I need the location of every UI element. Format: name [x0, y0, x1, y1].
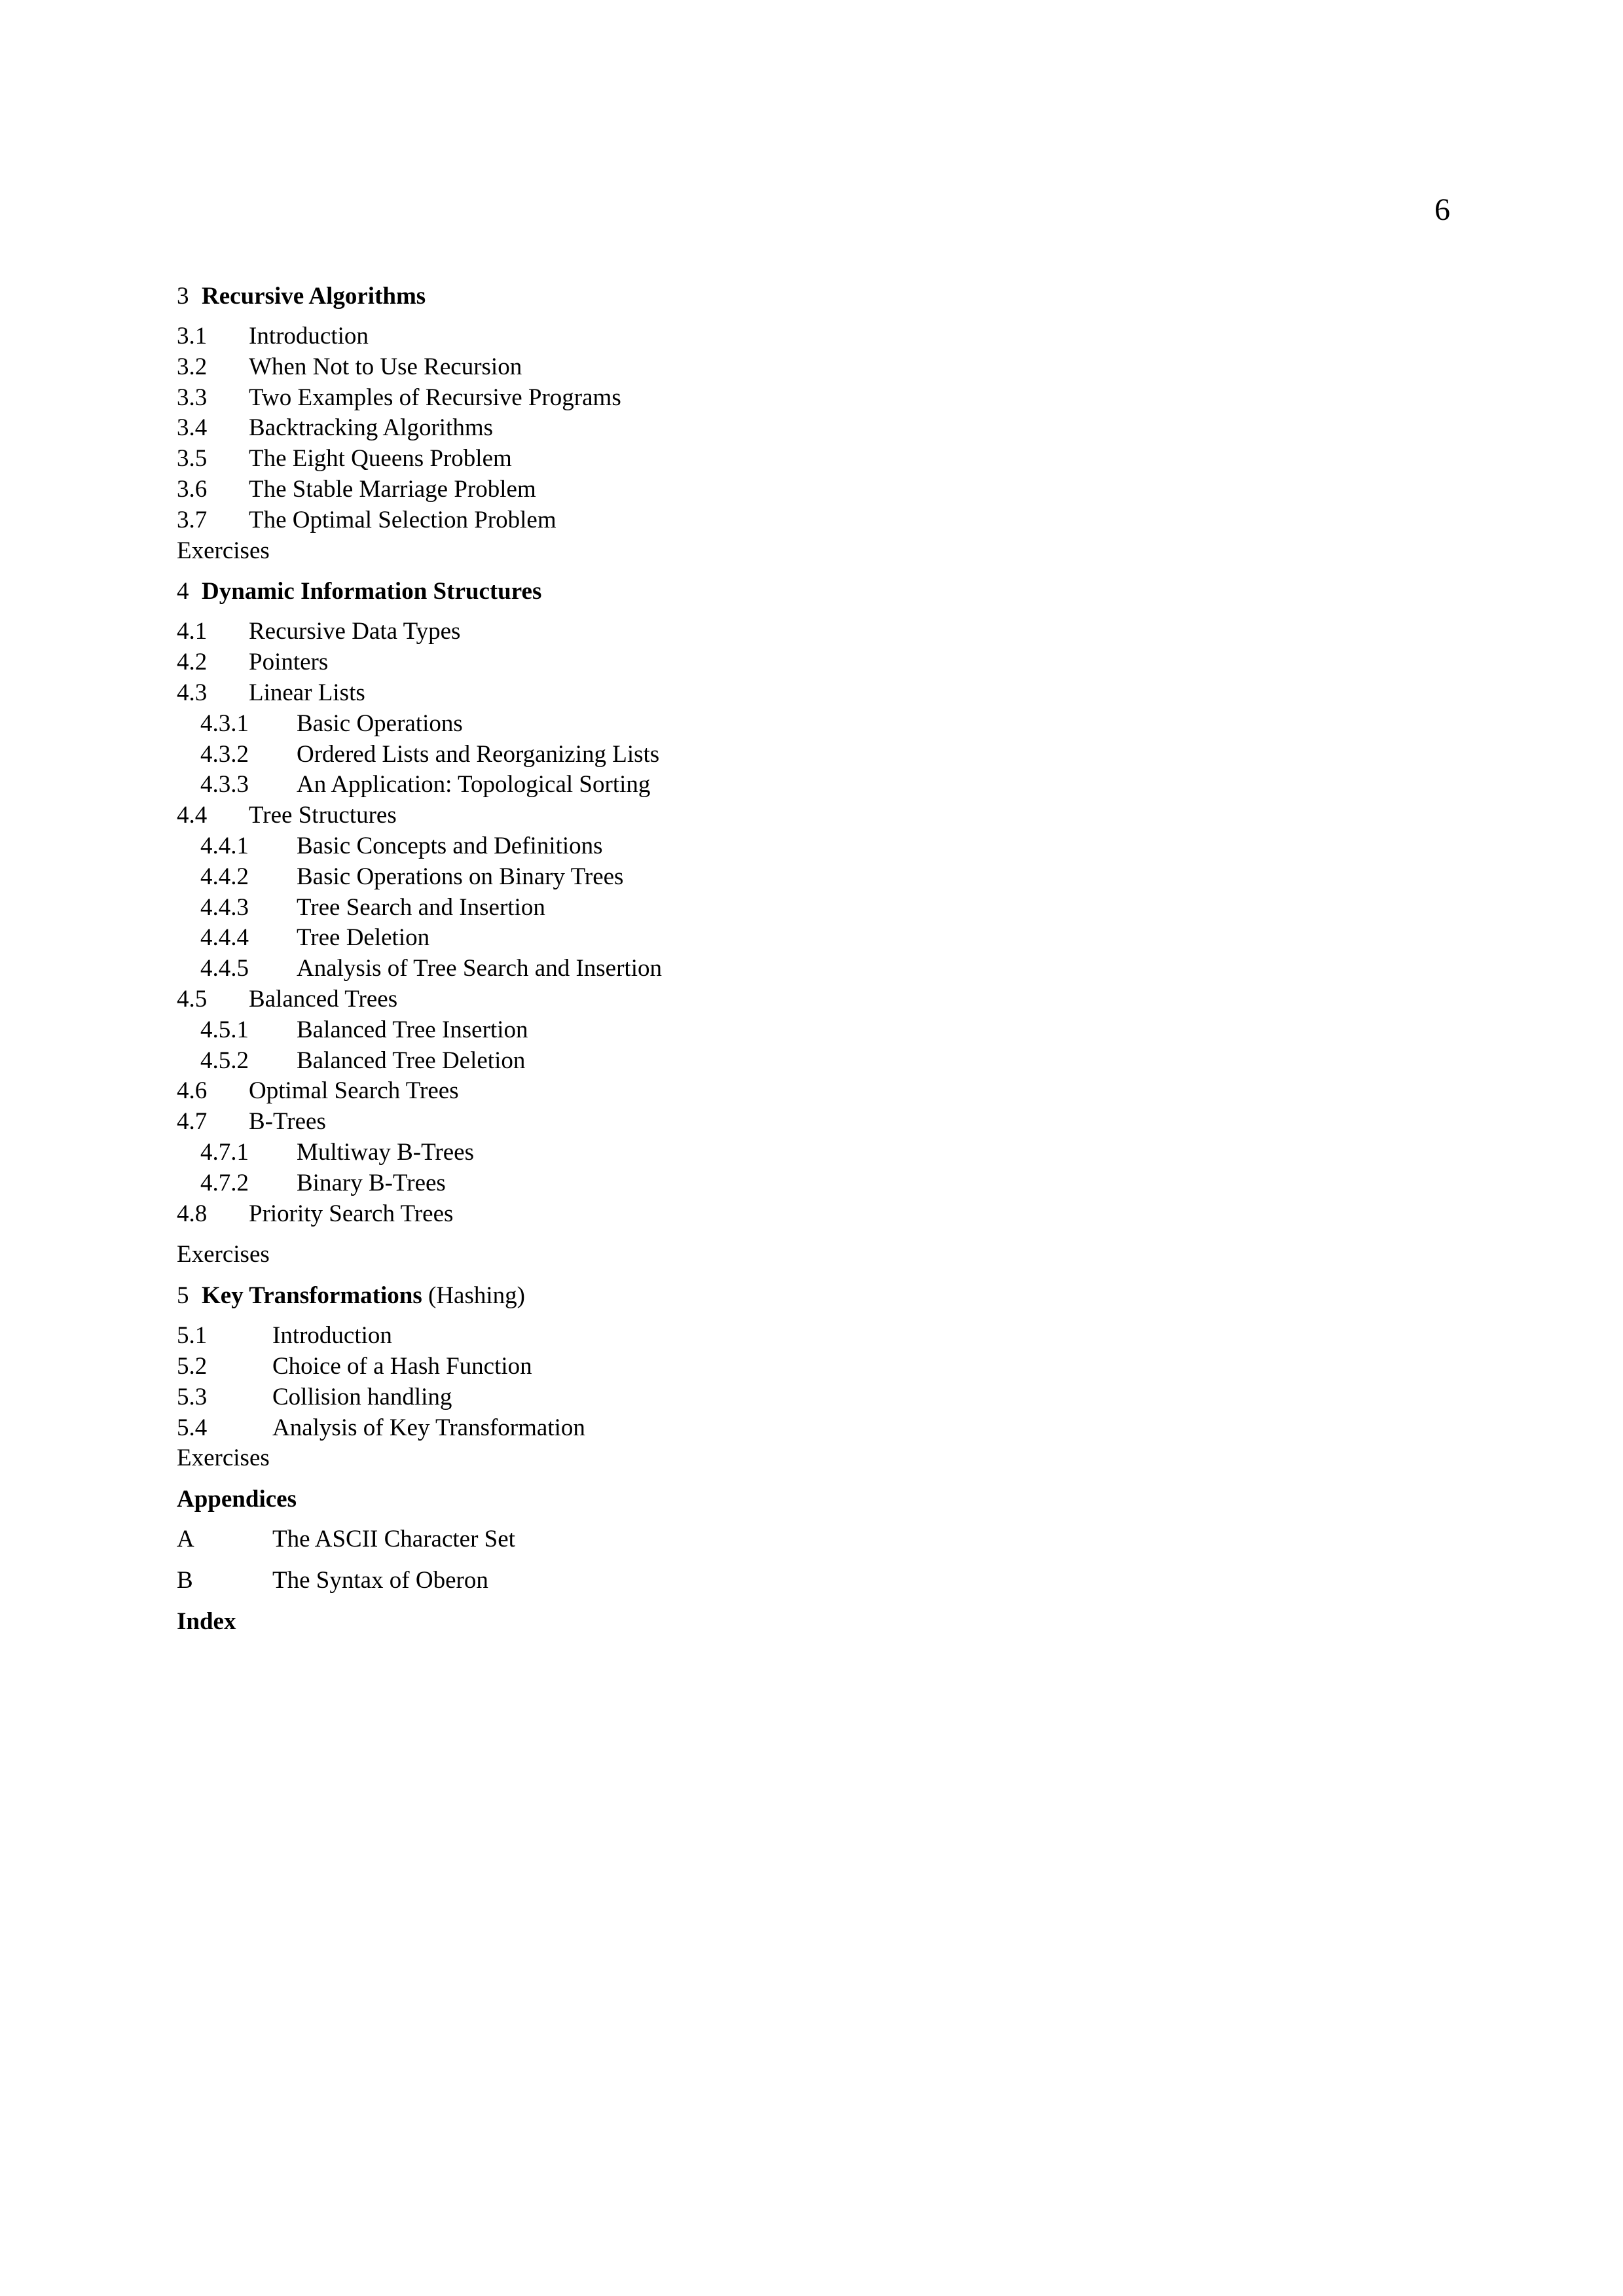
section-title: Introduction [249, 323, 369, 350]
section-number: 4.1 [177, 618, 208, 645]
toc-entry [177, 800, 1224, 831]
section-number: 3.2 [177, 353, 208, 380]
section-number: 4.4 [177, 802, 208, 829]
toc-entry [177, 444, 1224, 475]
section-title: Introduction [272, 1322, 392, 1350]
toc-subentry [177, 1138, 1224, 1168]
subsection-number: 4.4.1 [200, 832, 249, 859]
section-number: 3.4 [177, 414, 208, 442]
table-of-contents [177, 281, 1224, 1647]
section-number: 5.3 [177, 1383, 208, 1410]
chapter-title: Key Transformations [202, 1282, 422, 1310]
section-number: 4.6 [177, 1077, 208, 1105]
section-number: 4.7 [177, 1108, 208, 1136]
toc-subentry [177, 923, 1224, 954]
subsection-number: 4.4.5 [200, 955, 249, 982]
subsection-number: 4.4.3 [200, 893, 249, 921]
section-title: Balanced Trees [249, 985, 398, 1013]
chapter-subtitle [422, 1281, 525, 1310]
toc-subentry [177, 954, 1224, 984]
appendices-title: Appendices [177, 1486, 297, 1513]
section-title: The Stable Marriage Problem [249, 475, 536, 503]
chapter-title: Recursive Algorithms [202, 283, 426, 310]
section-title: Optimal Search Trees [249, 1077, 459, 1105]
appendices-heading [177, 1484, 1224, 1514]
subsection-number: 4.5.2 [200, 1047, 249, 1074]
section-title: Choice of a Hash Function [272, 1352, 532, 1380]
index-heading [177, 1607, 1224, 1636]
toc-subentry [177, 1046, 1224, 1077]
section-title: When Not to Use Recursion [249, 353, 522, 380]
toc-entry [177, 413, 1224, 444]
toc-subentry [177, 740, 1224, 770]
toc-entry [177, 475, 1224, 505]
section-number: 3.6 [177, 475, 208, 503]
section-number: 4.5 [177, 985, 208, 1013]
chapter-number: 5 [177, 1282, 189, 1310]
appendix-title: The ASCII Character Set [272, 1526, 515, 1553]
toc-subentry [177, 1015, 1224, 1046]
subsection-title: Basic Concepts and Definitions [297, 832, 603, 859]
toc-entry [177, 678, 1224, 709]
toc-entry [177, 1352, 1224, 1382]
section-number: 5.1 [177, 1322, 208, 1350]
chapter-5-heading [177, 1281, 1224, 1310]
toc-entry [177, 984, 1224, 1015]
section-number: 3.7 [177, 506, 208, 533]
section-title: Linear Lists [249, 679, 365, 706]
appendix-entry [177, 1566, 1224, 1596]
subsection-title: Tree Deletion [297, 924, 430, 952]
toc-entry [177, 1382, 1224, 1413]
subsection-title: Basic Operations on Binary Trees [297, 863, 624, 890]
section-number: 3.1 [177, 323, 208, 350]
section-title: The Eight Queens Problem [249, 445, 512, 473]
section-title: Priority Search Trees [249, 1200, 454, 1227]
subsection-number: 4.4.4 [200, 924, 249, 952]
chapter-3-heading [177, 281, 1224, 311]
section-title: Analysis of Key Transformation [272, 1414, 585, 1441]
subsection-title: An Application: Topological Sorting [297, 771, 651, 798]
section-title: Collision handling [272, 1383, 452, 1410]
subsection-number: 4.4.2 [200, 863, 249, 890]
toc-entry [177, 352, 1224, 383]
toc-entry [177, 1199, 1224, 1230]
chapter-number: 4 [177, 578, 189, 605]
toc-entry [177, 1413, 1224, 1444]
appendix-letter: B [177, 1566, 193, 1594]
section-number: 4.2 [177, 649, 208, 676]
section-number: 4.3 [177, 679, 208, 706]
section-title: Recursive Data Types [249, 618, 461, 645]
subsection-number: 4.3.2 [200, 740, 249, 768]
toc-entry [177, 617, 1224, 647]
section-title: Tree Structures [249, 802, 397, 829]
subsection-number: 4.3.3 [200, 771, 249, 798]
subsection-title: Multiway B-Trees [297, 1138, 474, 1166]
appendix-entry [177, 1524, 1224, 1555]
toc-entry [177, 1107, 1224, 1138]
subsection-number: 4.5.1 [200, 1016, 249, 1043]
section-title: The Optimal Selection Problem [249, 506, 556, 533]
toc-subentry [177, 770, 1224, 800]
toc-subentry [177, 1168, 1224, 1199]
chapter-number: 3 [177, 283, 189, 310]
index-title: Index [177, 1607, 236, 1635]
appendix-letter: A [177, 1526, 194, 1553]
section-title: Backtracking Algorithms [249, 414, 494, 442]
chapter-subtitle-text: (Hashing) [428, 1282, 525, 1310]
subsection-title: Ordered Lists and Reorganizing Lists [297, 740, 660, 768]
toc-entry [177, 321, 1224, 352]
section-number: 3.5 [177, 445, 208, 473]
section-title: B-Trees [249, 1108, 326, 1136]
exercises-entry: Exercises [177, 1444, 270, 1472]
exercises-entry: Exercises [177, 1241, 270, 1268]
toc-subentry [177, 893, 1224, 924]
section-title: Pointers [249, 649, 329, 676]
appendix-title: The Syntax of Oberon [272, 1566, 488, 1594]
section-number: 5.4 [177, 1414, 208, 1441]
toc-entry [177, 383, 1224, 414]
toc-subentry [177, 831, 1224, 862]
toc-entry [177, 505, 1224, 536]
page-number: 6 [1434, 192, 1450, 227]
exercises-entry: Exercises [177, 537, 270, 564]
subsection-title: Basic Operations [297, 709, 463, 737]
section-number: 4.8 [177, 1200, 208, 1227]
subsection-number: 4.3.1 [200, 709, 249, 737]
subsection-number: 4.7.1 [200, 1138, 249, 1166]
toc-subentry [177, 709, 1224, 740]
chapter-title: Dynamic Information Structures [202, 578, 542, 605]
subsection-title: Tree Search and Insertion [297, 893, 545, 921]
subsection-title: Binary B-Trees [297, 1169, 446, 1196]
section-number: 3.3 [177, 384, 208, 411]
chapter-4-heading [177, 577, 1224, 606]
toc-entry [177, 647, 1224, 678]
toc-entry [177, 1321, 1224, 1352]
section-title: Two Examples of Recursive Programs [249, 384, 621, 411]
subsection-title: Balanced Tree Deletion [297, 1047, 526, 1074]
subsection-title: Balanced Tree Insertion [297, 1016, 528, 1043]
subsection-number: 4.7.2 [200, 1169, 249, 1196]
toc-subentry [177, 862, 1224, 893]
toc-entry [177, 1076, 1224, 1107]
section-number: 5.2 [177, 1352, 208, 1380]
subsection-title: Analysis of Tree Search and Insertion [297, 955, 662, 982]
